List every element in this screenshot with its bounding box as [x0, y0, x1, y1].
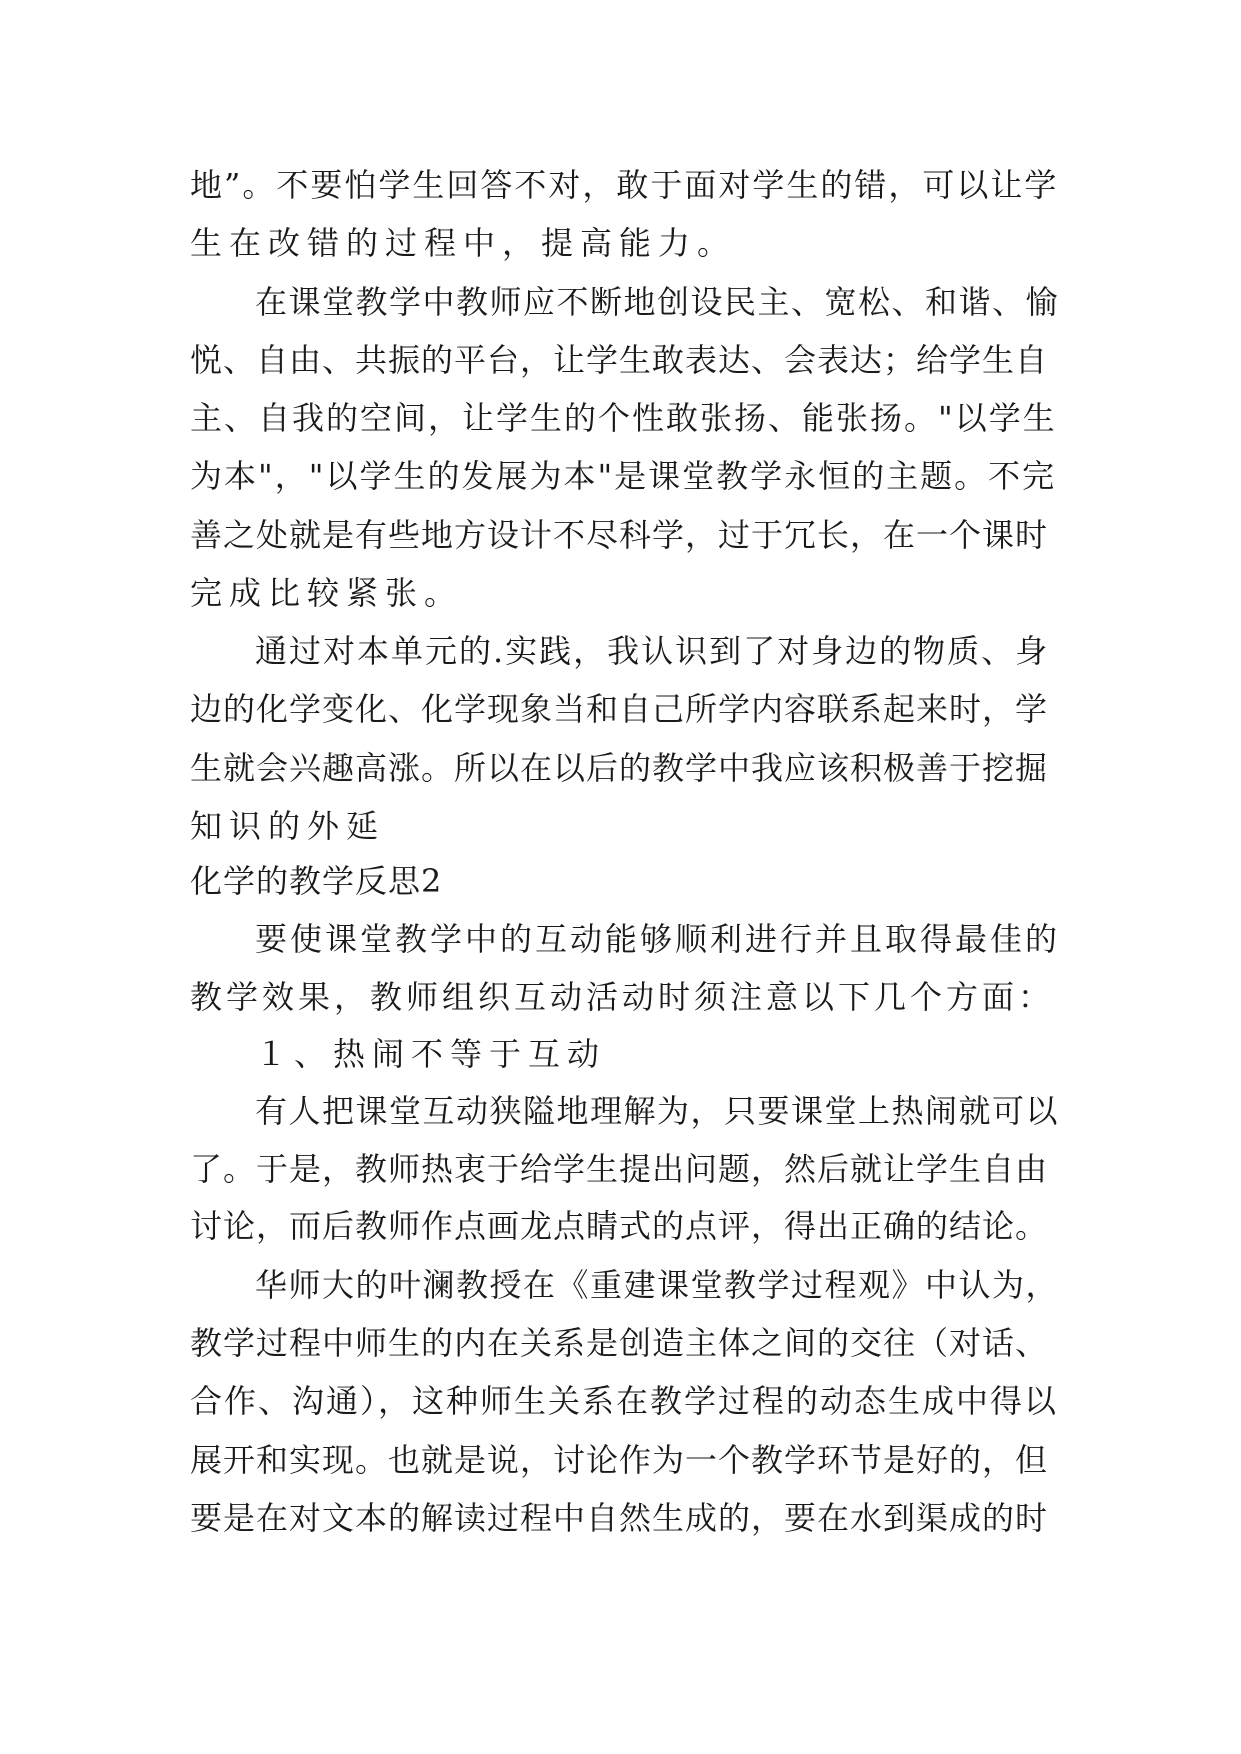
- text-line: 了。于是，教师热衷于给学生提出问题，然后就让学生自由: [190, 1150, 1049, 1188]
- text-line: 要使课堂教学中的互动能够顺利进行并且取得最佳的: [255, 920, 1061, 958]
- text-line: 地”。不要怕学生回答不对，敢于面对学生的错，可以让学: [190, 166, 1059, 204]
- text-line: 生在改错的过程中，提高能力。: [190, 224, 737, 262]
- text-line: 在课堂教学中教师应不断地创设民主、宽松、和谐、愉: [255, 283, 1060, 321]
- text-line: 讨论，而后教师作点画龙点睛式的点评，得出正确的结论。: [190, 1207, 1049, 1245]
- section-heading: 化学的教学反思2: [190, 862, 443, 900]
- text-line: 要是在对文本的解读过程中自然生成的，要在水到渠成的时: [190, 1499, 1049, 1537]
- text-line: 教学过程中师生的内在关系是创造主体之间的交往（对话、: [190, 1324, 1049, 1362]
- text-line: 边的化学变化、化学现象当和自己所学内容联系起来时，学: [190, 690, 1049, 728]
- text-line: 生就会兴趣高涨。所以在以后的教学中我应该积极善于挖掘: [190, 749, 1049, 787]
- text-line: 合作、沟通），这种师生关系在教学过程的动态生成中得以: [190, 1382, 1059, 1420]
- text-line: 通过对本单元的.实践，我认识到了对身边的物质、身: [255, 632, 1050, 670]
- text-line: 华师大的叶澜教授在《重建课堂教学过程观》中认为，: [255, 1266, 1060, 1304]
- text-line: 完成比较紧张。: [190, 574, 464, 612]
- text-line: 悦、自由、共振的平台，让学生敢表达、会表达；给学生自: [190, 341, 1049, 379]
- text-line: 教学效果，教师组织互动活动时须注意以下几个方面：: [190, 978, 1055, 1016]
- text-line: 善之处就是有些地方设计不尽科学，过于冗长，在一个课时: [190, 516, 1049, 554]
- text-line: 展开和实现。也就是说，讨论作为一个教学环节是好的，但: [190, 1441, 1049, 1479]
- list-item-heading: １、热闹不等于互动: [255, 1035, 607, 1073]
- text-line: 主、自我的空间，让学生的个性敢张扬、能张扬。"以学生: [190, 399, 1057, 437]
- text-line: 知识的外延: [190, 807, 386, 845]
- text-line: 为本"，"以学生的发展为本"是课堂教学永恒的主题。不完: [190, 457, 1057, 495]
- text-line: 有人把课堂互动狭隘地理解为，只要课堂上热闹就可以: [255, 1092, 1060, 1130]
